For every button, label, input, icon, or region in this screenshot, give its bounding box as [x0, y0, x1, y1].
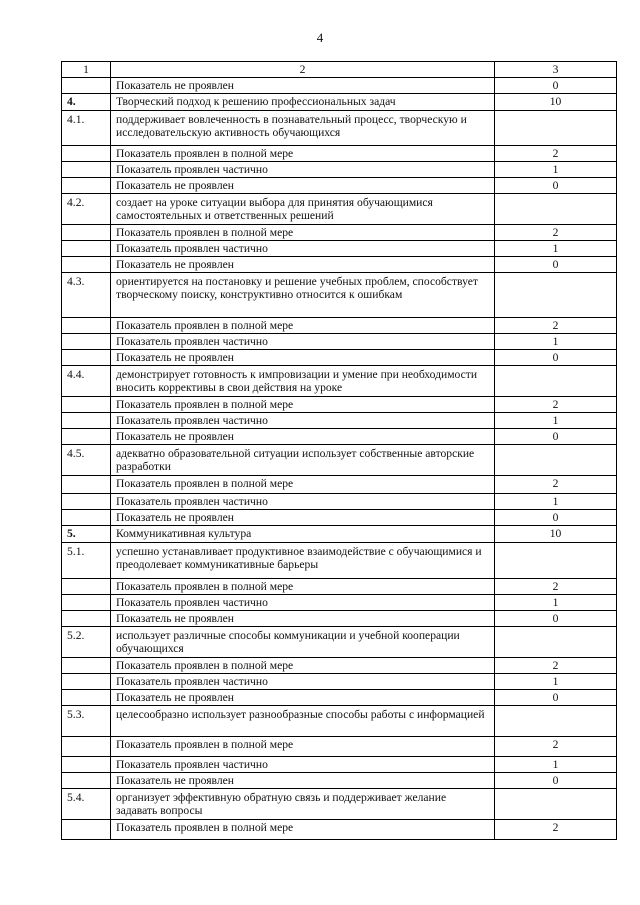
row-text: демонстрирует готовность к импровизации и умение при необходимости вносить коррективы в свои действия на уроке: [111, 366, 495, 397]
row-number: 4.4.: [62, 366, 111, 397]
indicator-row: [62, 595, 617, 611]
row-text: Показатель не проявлен: [111, 429, 495, 445]
criterion-row: [62, 627, 617, 658]
row-number: 4.1.: [62, 111, 111, 146]
row-score: 2: [495, 820, 617, 840]
row-number: [62, 595, 111, 611]
row-number: 4.5.: [62, 445, 111, 476]
criterion-row: [62, 445, 617, 476]
row-text: Показатель не проявлен: [111, 773, 495, 789]
row-text: поддерживает вовлеченность в познавательный процесс, творческую и исследовательскую активность обучающихся: [111, 111, 495, 146]
criterion-row: [62, 543, 617, 579]
row-score: 2: [495, 476, 617, 494]
row-score: 1: [495, 162, 617, 178]
row-number: [62, 78, 111, 94]
page-number: 4: [316, 30, 324, 45]
row-text: Показатель проявлен в полной мере: [111, 318, 495, 334]
row-text: целесообразно использует разнообразные способы работы с информацией: [111, 706, 495, 737]
row-score: 2: [495, 658, 617, 674]
row-score: 1: [495, 757, 617, 773]
indicator-row: [62, 773, 617, 789]
indicator-row: [62, 737, 617, 757]
row-number: [62, 225, 111, 241]
row-score: [495, 111, 617, 146]
row-number: 5.1.: [62, 543, 111, 579]
row-text: Показатель проявлен частично: [111, 494, 495, 510]
row-number: 4.3.: [62, 273, 111, 318]
row-number: [62, 658, 111, 674]
row-text: Показатель не проявлен: [111, 257, 495, 273]
criterion-row: [62, 706, 617, 737]
indicator-row: [62, 429, 617, 445]
row-number: [62, 820, 111, 840]
row-number: [62, 611, 111, 627]
indicator-row: [62, 241, 617, 257]
row-score: [495, 445, 617, 476]
row-text: Показатель не проявлен: [111, 611, 495, 627]
row-score: [495, 194, 617, 225]
row-text: Показатель проявлен частично: [111, 757, 495, 773]
indicator-row: [62, 674, 617, 690]
indicator-row: [62, 178, 617, 194]
indicator-row: [62, 334, 617, 350]
row-score: 1: [495, 334, 617, 350]
header-col-2: 2: [111, 62, 495, 78]
row-number: 5.: [62, 526, 111, 543]
row-text: Показатель проявлен частично: [111, 595, 495, 611]
row-number: [62, 737, 111, 757]
indicator-row: [62, 162, 617, 178]
criterion-row: [62, 111, 617, 146]
row-number: [62, 397, 111, 413]
indicator-row: [62, 257, 617, 273]
row-text: адекватно образовательной ситуации использует собственные авторские разработки: [111, 445, 495, 476]
row-score: 1: [495, 674, 617, 690]
row-number: 4.2.: [62, 194, 111, 225]
indicator-row: [62, 494, 617, 510]
indicator-row: [62, 690, 617, 706]
criterion-row: [62, 366, 617, 397]
indicator-row: [62, 757, 617, 773]
row-text: Показатель проявлен частично: [111, 162, 495, 178]
table-header-row: [62, 62, 617, 78]
row-number: 5.3.: [62, 706, 111, 737]
row-number: [62, 510, 111, 526]
row-number: [62, 350, 111, 366]
row-score: 2: [495, 318, 617, 334]
row-number: [62, 773, 111, 789]
row-text: Показатель проявлен в полной мере: [111, 225, 495, 241]
criterion-row: [62, 789, 617, 820]
row-score: 0: [495, 257, 617, 273]
indicator-row: [62, 611, 617, 627]
row-text: Показатель проявлен в полной мере: [111, 658, 495, 674]
row-text: Показатель проявлен в полной мере: [111, 820, 495, 840]
row-score: 2: [495, 146, 617, 162]
row-text: Показатель не проявлен: [111, 510, 495, 526]
indicator-row: [62, 413, 617, 429]
row-number: [62, 494, 111, 510]
row-score: 1: [495, 595, 617, 611]
indicator-row: [62, 579, 617, 595]
row-number: 4.: [62, 94, 111, 111]
indicator-row: [62, 146, 617, 162]
row-text: Показатель не проявлен: [111, 78, 495, 94]
row-number: [62, 162, 111, 178]
row-text: Показатель не проявлен: [111, 690, 495, 706]
row-score: 10: [495, 94, 617, 111]
criteria-table: [61, 61, 617, 840]
row-score: [495, 627, 617, 658]
row-number: [62, 674, 111, 690]
criterion-row: [62, 194, 617, 225]
row-number: [62, 146, 111, 162]
row-score: [495, 366, 617, 397]
row-number: [62, 257, 111, 273]
row-score: [495, 789, 617, 820]
row-number: 5.4.: [62, 789, 111, 820]
indicator-row: [62, 318, 617, 334]
row-score: 1: [495, 241, 617, 257]
row-score: 2: [495, 579, 617, 595]
row-score: [495, 706, 617, 737]
row-text: Показатель проявлен частично: [111, 241, 495, 257]
row-text: создает на уроке ситуации выбора для принятия обучающимися самостоятельных и ответственных решений: [111, 194, 495, 225]
row-text: использует различные способы коммуникации и учебной кооперации обучающихся: [111, 627, 495, 658]
row-score: [495, 273, 617, 318]
row-text: Показатель проявлен в полной мере: [111, 146, 495, 162]
indicator-row: [62, 225, 617, 241]
row-text: Показатель проявлен в полной мере: [111, 737, 495, 757]
row-score: 1: [495, 494, 617, 510]
row-text: Показатель не проявлен: [111, 350, 495, 366]
row-text: Коммуникативная культура: [111, 526, 495, 543]
row-text: Показатель проявлен в полной мере: [111, 476, 495, 494]
indicator-row: [62, 397, 617, 413]
row-number: [62, 690, 111, 706]
row-score: 0: [495, 78, 617, 94]
section-row: [62, 526, 617, 543]
row-text: Показатель проявлен частично: [111, 413, 495, 429]
indicator-row: [62, 658, 617, 674]
row-number: [62, 318, 111, 334]
indicator-row: [62, 510, 617, 526]
row-text: ориентируется на постановку и решение учебных проблем, способствует творческому поиску, конструктивно относится к ошибкам: [111, 273, 495, 318]
row-score: 0: [495, 350, 617, 366]
row-score: [495, 543, 617, 579]
row-score: 1: [495, 413, 617, 429]
indicator-row: [62, 476, 617, 494]
row-text: Показатель не проявлен: [111, 178, 495, 194]
row-score: 0: [495, 773, 617, 789]
criterion-row: [62, 273, 617, 318]
row-score: 2: [495, 225, 617, 241]
row-text: Показатель проявлен в полной мере: [111, 397, 495, 413]
row-score: 0: [495, 429, 617, 445]
row-number: [62, 429, 111, 445]
indicator-row: [62, 78, 617, 94]
row-score: 2: [495, 397, 617, 413]
indicator-row: [62, 820, 617, 840]
header-col-1: 1: [62, 62, 111, 78]
section-row: [62, 94, 617, 111]
row-text: Творческий подход к решению профессиональных задач: [111, 94, 495, 111]
row-score: 10: [495, 526, 617, 543]
row-text: успешно устанавливает продуктивное взаимодействие с обучающимися и преодолевает коммуникативные барьеры: [111, 543, 495, 579]
row-text: Показатель проявлен частично: [111, 334, 495, 350]
row-score: 0: [495, 178, 617, 194]
row-text: организует эффективную обратную связь и поддерживает желание задавать вопросы: [111, 789, 495, 820]
row-score: 0: [495, 510, 617, 526]
row-text: Показатель проявлен частично: [111, 674, 495, 690]
row-score: 0: [495, 611, 617, 627]
header-col-3: 3: [495, 62, 617, 78]
row-number: [62, 334, 111, 350]
row-number: [62, 178, 111, 194]
row-score: 2: [495, 737, 617, 757]
row-number: [62, 579, 111, 595]
indicator-row: [62, 350, 617, 366]
row-number: [62, 476, 111, 494]
row-number: 5.2.: [62, 627, 111, 658]
row-score: 0: [495, 690, 617, 706]
row-number: [62, 241, 111, 257]
row-number: [62, 757, 111, 773]
row-number: [62, 413, 111, 429]
row-text: Показатель проявлен в полной мере: [111, 579, 495, 595]
